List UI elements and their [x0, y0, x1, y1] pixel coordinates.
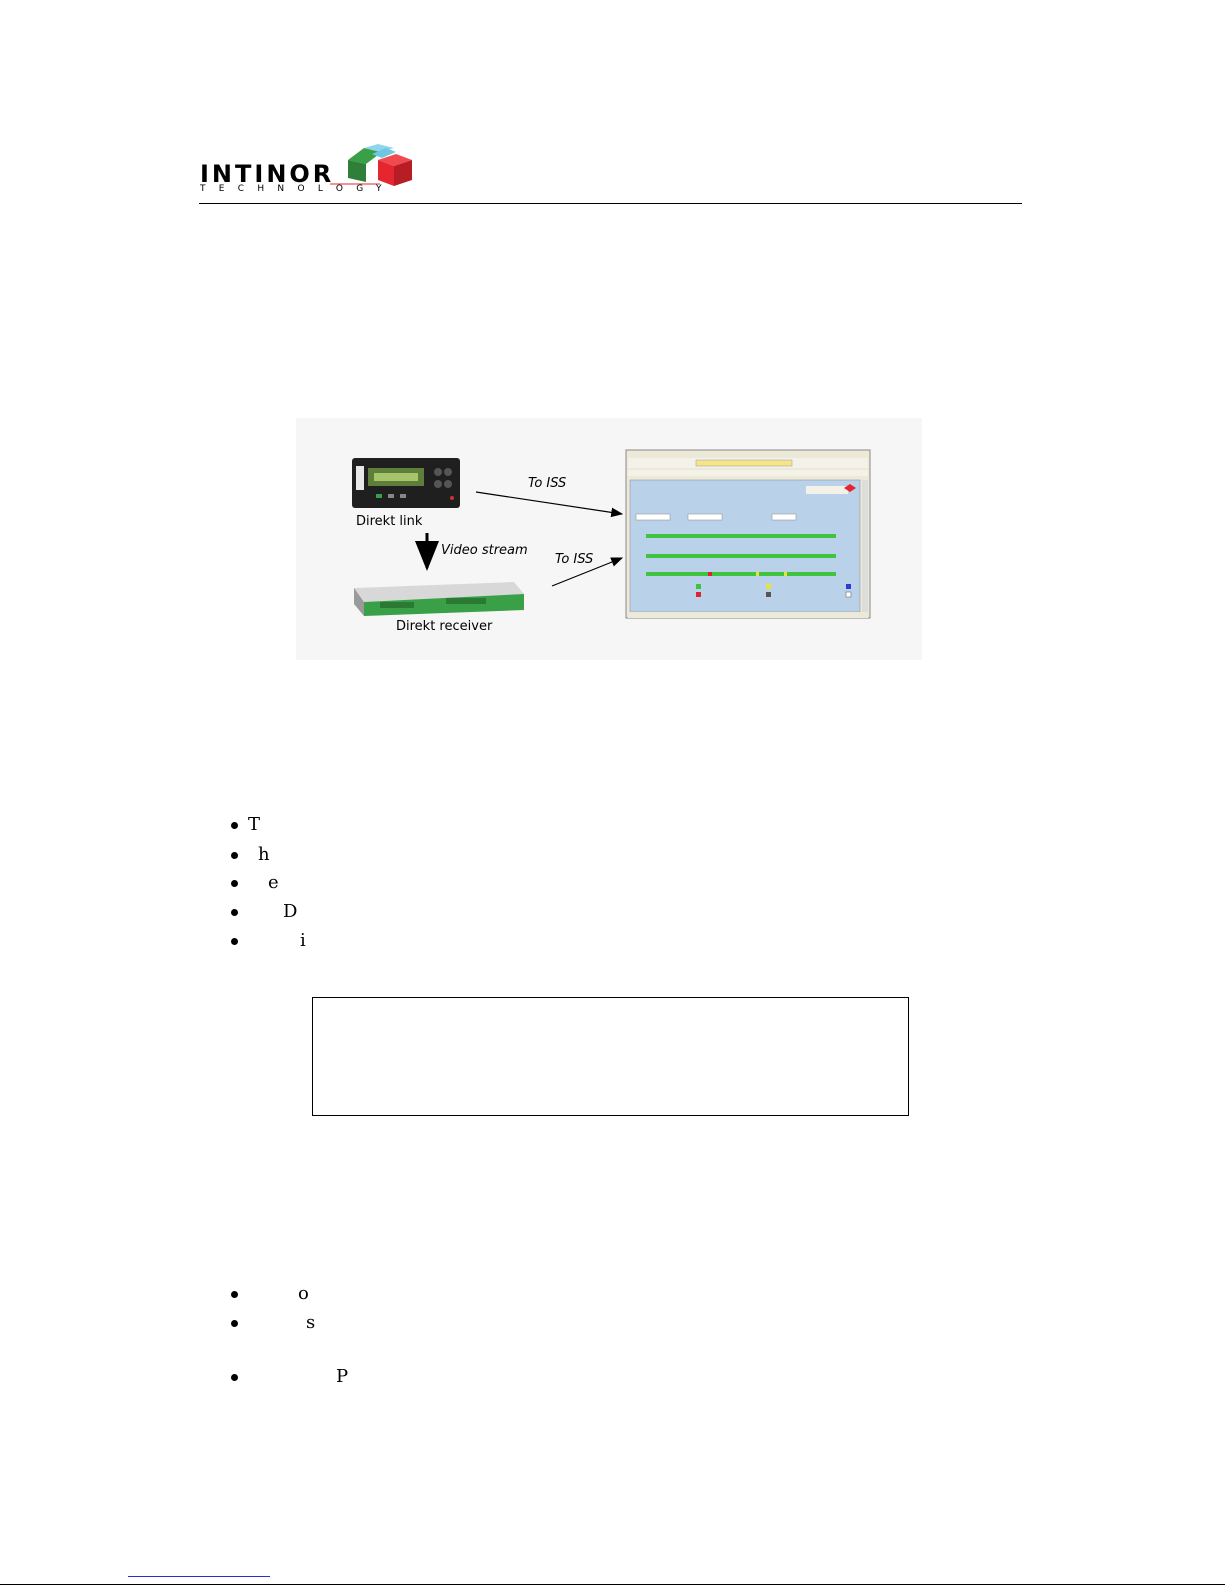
to-iss-label-2: To ISS — [555, 552, 594, 567]
system-diagram-figure — [296, 418, 922, 660]
direkt-link-device — [352, 458, 460, 508]
video-stream-label: Video stream — [441, 543, 528, 558]
list-item: e — [231, 872, 279, 893]
direkt-receiver-label: Direkt receiver — [396, 619, 493, 634]
notice-box — [312, 997, 909, 1116]
list-item: P — [231, 1366, 348, 1387]
list-item: i — [231, 930, 306, 951]
to-iss-label-1: To ISS — [528, 476, 567, 491]
list-item: h — [231, 844, 270, 865]
footnote-link-underline[interactable] — [128, 1576, 270, 1577]
bullet-dot — [231, 852, 238, 859]
diagram-svg — [296, 418, 922, 660]
bullet-dot — [231, 938, 238, 945]
bullet-dot — [231, 1374, 238, 1381]
bullet-dot — [231, 1320, 238, 1327]
logo-subtitle: TECHNOLOGY — [200, 184, 395, 194]
header-divider — [199, 203, 1022, 204]
list-item: D — [231, 901, 297, 922]
direkt-link-label: Direkt link — [356, 514, 423, 529]
logo-wordmark: INTINOR — [200, 160, 335, 188]
list-item: s — [231, 1312, 315, 1333]
direkt-receiver-device — [354, 582, 524, 616]
bullet-dot — [231, 822, 238, 829]
bullet-dot — [231, 1291, 238, 1298]
bullet-dot — [231, 880, 238, 887]
to-iss-arrow-1 — [476, 492, 622, 514]
bullet-dot — [231, 909, 238, 916]
list-item: o — [231, 1283, 309, 1304]
list-item: T — [231, 814, 260, 835]
browser-screenshot — [626, 450, 870, 618]
